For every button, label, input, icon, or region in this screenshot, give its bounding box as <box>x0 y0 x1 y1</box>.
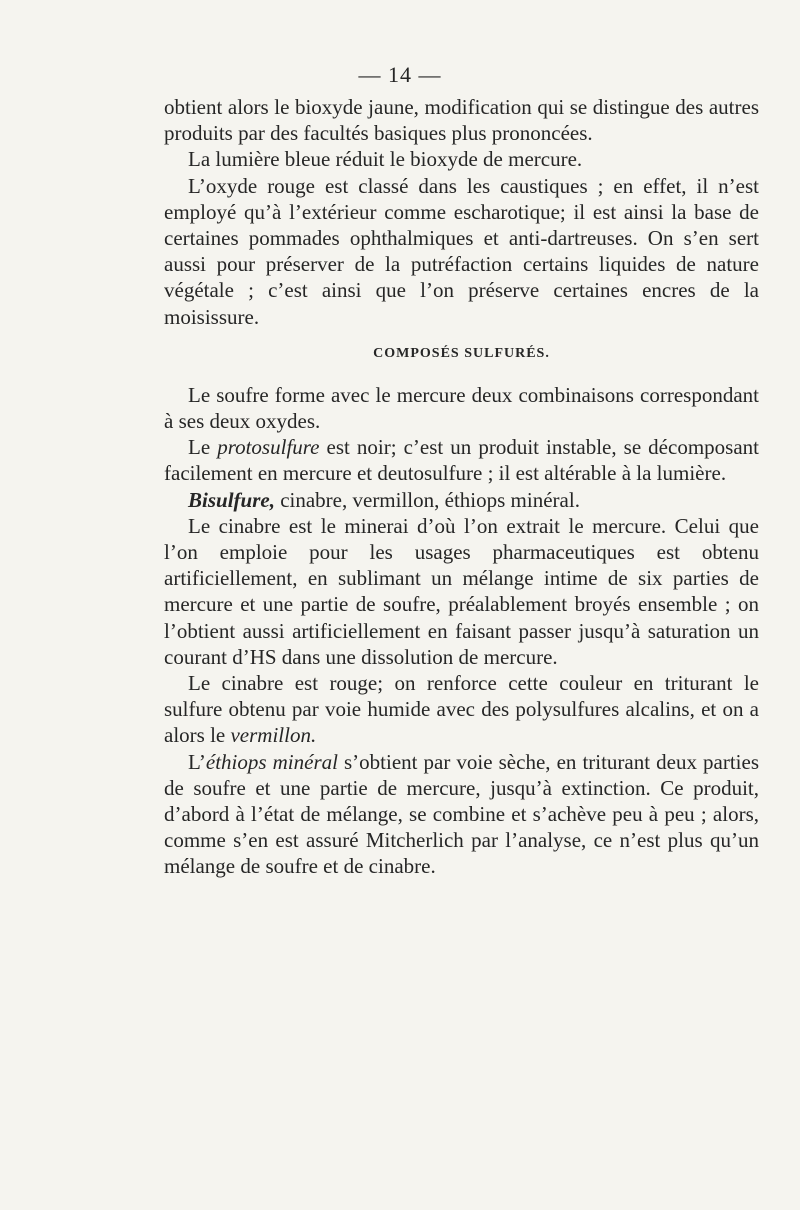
paragraph-6-term: Bisulfure, <box>188 487 275 512</box>
paragraph-8 <box>164 670 759 749</box>
paragraph-6-rest: cinabre, vermillon, éthiops minéral. <box>274 487 580 512</box>
paragraph-1: obtient alors le bioxyde jaune, modification qui se distingue des autres produits par des facultés basiques plus prononcées. <box>164 95 759 146</box>
page-number: — 14 — <box>358 62 442 87</box>
paragraph-5-rest: est noir; c’est un produit instable, se décomposant facilement en mercure et deutosulfure ; il est altérable à la lumière. <box>164 435 759 486</box>
section-heading: COMPOSÉS SULFURÉS. <box>373 345 550 361</box>
paragraph-5-term: protosulfure <box>217 435 320 460</box>
paragraph-9-term: éthiops minéral <box>205 749 338 774</box>
paragraph-9-rest: s’obtient par voie sèche, en triturant deux parties de soufre et une partie de mercure, jusqu’à extinction. Ce produit, d’abord à l’état de mélange, se combine et s’achève peu à peu ; alors, comme s’en est assuré Mitcherlich par l’analyse, ce n’est plus qu’un mélange de soufre et de cinabre. <box>164 749 759 879</box>
paragraph-9 <box>164 749 759 880</box>
paragraph-2: La lumière bleue réduit le bioxyde de mercure. <box>188 147 583 172</box>
paragraph-3: L’oxyde rouge est classé dans les caustiques ; en effet, il n’est employé qu’à l’extérieur comme escharotique; il est ainsi la base de certaines pommades ophthalmiques et anti-dartreuses. On s’en sert aussi pour préserver de la putréfaction certains liquides de nature végétale ; c’est ainsi que l’on préserve certaines encres de la moisissure. <box>164 173 759 329</box>
paragraph-6 <box>164 487 759 513</box>
page-body <box>164 94 759 880</box>
paragraph-8-term: vermillon. <box>230 723 317 748</box>
paragraph-7: Le cinabre est le minerai d’où l’on extrait le mercure. Celui que l’on emploie pour les usages pharmaceutiques est obtenu artificiellement, en sublimant un mélange intime de six parties de mercure et une partie de soufre, préalablement broyés ensemble ; on l’obtient aussi artificiellement en faisant passer jusqu’à saturation un courant d’HS dans une dissolution de mercure. <box>164 513 759 669</box>
paragraph-5-prefix: Le <box>188 435 218 460</box>
paragraph-4: Le soufre forme avec le mercure deux combinaisons correspondant à ses deux oxydes. <box>164 382 759 434</box>
paragraph-5 <box>164 434 759 486</box>
paragraph-8-main: Le cinabre est rouge; on renforce cette couleur en triturant le sulfure obtenu par voie humide avec des polysulfures alcalins, et on a alors le <box>164 671 759 748</box>
paragraph-9-prefix: L’ <box>188 749 206 774</box>
